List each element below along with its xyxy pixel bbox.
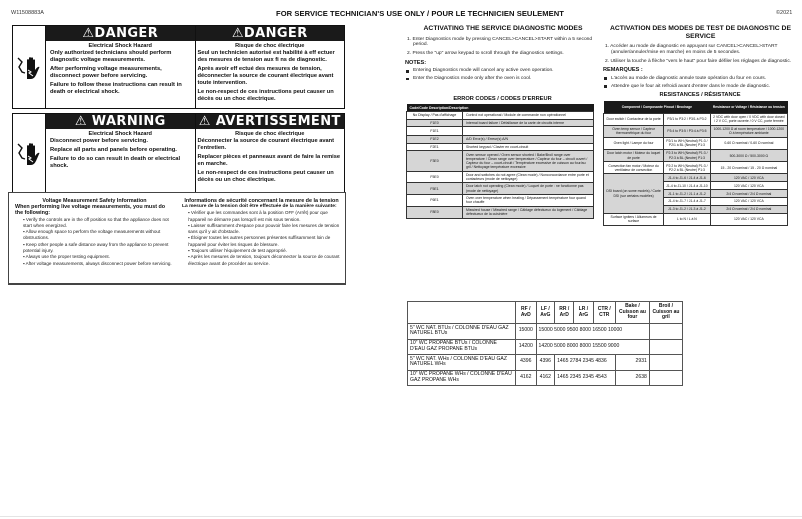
- diagnostics-notes-heading-fr: REMARQUES :: [603, 67, 643, 74]
- warning-box: [12, 113, 345, 193]
- res-pinout: J1-4 to J1-10 / J1-4 à J1-10: [664, 182, 711, 190]
- page-header-title: FOR SERVICE TECHNICIAN'S USE ONLY / POUR LE TECHNICIEN SEULEMENT: [276, 9, 564, 18]
- btu-header-lr: LR / ArG: [574, 302, 593, 324]
- voltage-safety-item-fr: ▪ Vérifier que les commandes sont à la position OFF (Arrêt) pour que l'appareil ne démarre pas lorsqu'il est mis sous tension.: [188, 210, 328, 222]
- btu-table: [407, 301, 683, 386]
- btu-row-label: 5" WC NAT. BTUs / COLONNE D'EAU GAZ NATUREL BTUs: [408, 324, 516, 340]
- res-component: Oven light / Lampe du four: [604, 137, 664, 149]
- table-row: [408, 324, 683, 340]
- danger-line-fr: Le non-respect de ces instructions peut causer un décès ou un choc électrique.: [197, 88, 334, 102]
- table-row: [407, 195, 594, 207]
- btu-row-label: 10" WC PROPANE BTUs / COLONNE D'EAU GAZ PROPANE BTUs: [408, 339, 516, 355]
- btu-cell: [649, 370, 682, 386]
- table-row: [604, 150, 788, 162]
- res-value: 500-3000 Ω / 500-3000 Ω: [710, 150, 787, 162]
- diagnostics-step-en: 1. Enter Diagnostics mode by pressing CANCEL>CANCEL>START within a 5 second period.: [407, 36, 593, 48]
- page-bottom-rule: [0, 516, 802, 517]
- diagnostics-title-fr: ACTIVATION DES MODES DE TEST DE DIAGNOSTIC DE SERVICE: [609, 25, 791, 40]
- res-value: 120 VAC / 120 VCA: [710, 213, 787, 225]
- error-desc: Oven sensor opened / Oven sensor shorted / Bake/Broil range over temperature / Clean range over temperature / Capteur du four – circuit ouvert / Capteur du four – court-circuit / Température excessive de cuisson au four/au gril / Nettoyage température excessive: [463, 151, 594, 171]
- error-desc: Door latch not operating (Clean mode) / Loquet de porte : ne fonctionne pas (mode de nettoyage): [463, 183, 594, 195]
- error-code: F1E0: [407, 119, 463, 127]
- btu-header-rr: RR / ArD: [555, 302, 574, 324]
- res-pinout: P3/1 to P3:2 / P3/1 à P3:2: [664, 113, 711, 125]
- table-row: [604, 125, 788, 137]
- table-row: [407, 136, 594, 144]
- btu-cell: [649, 339, 682, 355]
- res-pinout: J1-4 to J1-7 / J1-4 à J1-7: [664, 198, 711, 206]
- table-row: [407, 183, 594, 195]
- danger-line-en: Only authorized technicians should perform diagnostic voltage measurements.: [50, 50, 172, 64]
- diagnostics-en: [405, 25, 601, 84]
- btu-row-label: 10" WC PROPANE WHs / COLONNE D'EAU GAZ PROPANE WHs: [408, 370, 516, 386]
- btu-header-ctr: CTR / CTR: [593, 302, 615, 324]
- btu-cell: 4162: [536, 370, 555, 386]
- error-code: F3E0: [407, 151, 463, 171]
- res-pinout: J1-1 to J1-2 / J1-1 à J1-2: [664, 190, 711, 198]
- btu-cell: 1465 2345 2345 4543: [555, 370, 616, 386]
- btu-cell: [649, 355, 682, 371]
- voltage-safety-title-fr: Informations de sécurité concernant la mesure de la tension: [184, 198, 339, 204]
- btu-header-lf: LF / AvG: [536, 302, 555, 324]
- danger-line-en: Failure to follow these instructions can result in death or electrical shock.: [50, 81, 182, 95]
- doc-id: W11508883A: [11, 10, 44, 16]
- error-code: F6E1: [407, 195, 463, 207]
- resistances-title: RESISTANCES / RÉSISTANCE: [659, 92, 741, 98]
- voltage-safety-item-fr: ▪ Éloigner toutes les autres personnes présentes suffisamment loin de l'appareil pour éviter les risques de blessure.: [188, 235, 331, 247]
- btu-cell: 4396: [516, 355, 537, 371]
- resistances-header-value: Resistance or Voltage / Résistance ou tension: [710, 101, 787, 113]
- diagnostics-step-en: 2. Press the "up" arrow keypad to scroll through the diagnostics settings.: [407, 51, 564, 57]
- warning-line-fr: Replacer pièces et panneaux avant de faire la remise en marche.: [197, 154, 341, 168]
- res-pinout: J1-4 to J1-6 / J1-4 à J1-6: [664, 174, 711, 182]
- btu-cell: 2638: [616, 370, 650, 386]
- error-codes-title: ERROR CODES / CODES D'ERREUR: [453, 96, 552, 102]
- error-code: No Display / Pas d'affichage: [407, 112, 463, 120]
- voltage-safety-item-fr: ▪ Toujours utiliser l'équipement de test approprié.: [188, 248, 287, 254]
- danger-en-column: [46, 26, 195, 108]
- btu-cell: 14200: [516, 339, 537, 355]
- error-desc: Control not operational / Module de commande non opérationnel: [463, 112, 594, 120]
- danger-line-fr: Seul un technicien autorisé est habilité à eff ectuer des mesures de tension aux fi ns de diagnostic.: [197, 50, 335, 64]
- warning-line-fr: Déconnecter la source de courant électrique avant l'entretien.: [197, 138, 335, 152]
- btu-cell: 4396: [536, 355, 555, 371]
- error-codes-header: Code/Code Description/Description: [407, 104, 594, 112]
- diagnostics-notes-heading-en: NOTES:: [405, 59, 427, 66]
- voltage-safety-item-en: ▪ Always use the proper testing equipment.: [23, 254, 110, 260]
- table-row: [604, 213, 788, 225]
- table-row: [604, 137, 788, 149]
- table-row: [604, 174, 788, 182]
- res-value: 120 VAC / 120 VCA: [710, 174, 787, 182]
- warning-line-en: Failure to do so can result in death or electrical shock.: [50, 155, 181, 169]
- error-desc: Shorted keypad / Clavier en court-circuit: [463, 143, 594, 151]
- res-component: DSI board (on some models) / Carte DSI (sur certains modèles): [604, 174, 664, 213]
- table-row: [407, 143, 594, 151]
- voltage-safety-item-fr: ▪ Laisser suffisamment d'espace pour pouvoir faire les mesures de tension sans qu'il y ait d'obstacle.: [188, 222, 340, 235]
- res-pinout: P2/1 to WH (Neutral) P1:3 / P2/1 à BL (Neutre) P1:3: [664, 137, 711, 149]
- btu-cell: 2931: [616, 355, 650, 371]
- btu-cell: 4162: [516, 370, 537, 386]
- voltage-safety-item-en: ▪ Allow enough space to perform the voltage measurements without obstructions.: [23, 229, 161, 241]
- diagnostics-note-en: Entering Diagnostics mode will cancel any active oven operation.: [405, 68, 601, 74]
- res-value: 2/4 Ω nominal / 2/4 Ω nominal: [710, 206, 787, 214]
- diagnostics-fr: [603, 25, 798, 91]
- btu-cell: [649, 324, 682, 340]
- danger-subtitle-fr: Risque de choc électrique: [235, 42, 305, 49]
- diagnostics-note-en: Enter the Diagnostics mode only after the oven is cool.: [405, 76, 601, 82]
- error-code: F1E2: [407, 136, 463, 144]
- warning-line-fr: Le non-respect de ces instructions peut causer un décès ou un choc électrique.: [197, 169, 334, 183]
- warning-line-en: Disconnect power before servicing.: [50, 138, 148, 145]
- voltage-safety-box: [8, 192, 346, 285]
- resistances-table: [603, 101, 788, 226]
- table-row: [408, 339, 683, 355]
- warning-fr-column: [195, 114, 345, 192]
- res-value: 1000-1200 Ω at room temperature / 1000-1200 Ω à température ambiante: [710, 125, 787, 137]
- error-code: F2E1: [407, 143, 463, 151]
- error-codes-table: [406, 104, 594, 219]
- res-value: 0-60 Ω nominal / 0-60 Ω nominal: [710, 137, 787, 149]
- voltage-safety-title-en: Voltage Measurement Safety Information: [42, 198, 147, 204]
- electric-shock-hand-icon: [13, 114, 46, 192]
- res-component: Door latch motor / Moteur du loquet de porte: [604, 150, 664, 162]
- warning-banner-en: ⚠ WARNING: [46, 114, 195, 129]
- res-component: Surface igniters / Allumeurs de surface: [604, 213, 664, 225]
- error-desc: Internal board failure / Défaillance de la carte de circuits interne: [463, 119, 594, 127]
- error-desc: A/D Error(s) / Erreur(s) A/N: [463, 136, 594, 144]
- diagnostics-title-en: ACTIVATING THE SERVICE DIAGNOSTIC MODES: [423, 25, 583, 32]
- btu-cell: 15000: [516, 324, 537, 340]
- danger-line-en: After performing voltage measurements, disconnect power before servicing.: [50, 66, 162, 80]
- warning-line-en: Replace all parts and panels before operating.: [50, 147, 177, 154]
- btu-header: [408, 302, 516, 324]
- danger-line-fr: Après avoir eff ectué des mesures de tension, déconnecter la source de courant électrique avant toute intervention.: [197, 66, 334, 87]
- res-component: Door switch / Contacteur de la porte: [604, 113, 664, 125]
- table-row: [407, 171, 594, 183]
- error-desc: Miswired house / Miswired range / Câblage défectueux du logement / Câblage défectueux de la cuisinière: [463, 206, 594, 218]
- res-component: Convection fan motor / Moteur du ventilateur de convection: [604, 162, 664, 174]
- electric-shock-hand-icon: [13, 26, 46, 108]
- resistances-header-component: Component / Composante Pinout / Brochage: [604, 101, 711, 113]
- res-value: 120 VAC / 120 VCA: [710, 198, 787, 206]
- error-code: F5E1: [407, 183, 463, 195]
- danger-banner-fr: ⚠DANGER: [196, 26, 345, 41]
- table-row: [407, 127, 594, 136]
- table-row: [604, 162, 788, 174]
- voltage-safety-item-en: ▪ Verify the controls are in the off position so that the appliance does not start when energized.: [23, 216, 169, 228]
- res-pinout: P2:3 to WH (Neutral) P1:3 / P2:3 à BL (Neutre) P1:3: [664, 150, 711, 162]
- res-value: 2 VDC with door open / 0 VDC with door closed / 2 V CC, porte ouverte / 0 V CC, porte fermée: [710, 113, 787, 125]
- warning-en-column: [46, 114, 195, 192]
- diagnostics-note-fr: L'accès au mode de diagnostic annule toute opération du four en cours.: [603, 76, 798, 82]
- res-pinout: P3:4 to P3:5 / P3:4 à P3:5: [664, 125, 711, 137]
- res-pinout: P2:2 to WH (Neutral) P1:3 / P2:2 à BL (Neutre) P1:3: [664, 162, 711, 174]
- copyright: ©2021: [776, 10, 793, 16]
- btu-header-broil: Broil / Cuisson au gril: [649, 302, 682, 324]
- table-row: [407, 151, 594, 171]
- voltage-safety-subtitle-en: When performing live voltage measurements, you must do the following:: [15, 204, 166, 217]
- error-desc: Oven over temperature when heating / Dépassement température four quand four chauffe: [463, 195, 594, 207]
- error-desc: [463, 127, 594, 136]
- danger-subtitle-en: Electrical Shock Hazard: [88, 42, 152, 49]
- table-row: [407, 112, 594, 120]
- voltage-safety-item-fr: ▪ Après les mesures de tension, toujours déconnecter la source de courant électrique avant de procéder au service.: [188, 254, 340, 266]
- btu-row-label: 5" WC NAT. WHs / COLONNE D'EAU GAZ NATUREL WHs: [408, 355, 516, 371]
- res-value: 15 - 20 Ω nominal / 15 - 20 Ω nominal: [710, 162, 787, 174]
- table-row: [408, 370, 683, 386]
- danger-box: [12, 25, 345, 109]
- table-row: [407, 206, 594, 218]
- diagnostics-step-fr: 1. Accéder au mode de diagnostic en appuyant sur CANCEL>CANCEL>START (annuler/annuler/mise en marche) en moins de 5 secondes.: [605, 44, 778, 55]
- res-value: 120 VAC / 120 VCA: [710, 182, 787, 190]
- voltage-safety-subtitle-fr: La mesure de la tension doit être effectuée de la manière suivante:: [182, 204, 337, 209]
- res-pinout: J1-3 to J1-2 / J1-3 à J1-2: [664, 206, 711, 214]
- btu-header-bake: Bake / Cuisson au four: [616, 302, 650, 324]
- error-desc: Door and switches do not agree (Clean mode) / Nonconcordance entre porte et contacteurs (mode de nettoyage): [463, 171, 594, 183]
- res-component: Oven temp sensor / Capteur thermométrique du four: [604, 125, 664, 137]
- warning-subtitle-fr: Risque de choc électrique: [235, 130, 305, 137]
- btu-cell: 1465 2784 2345 4836: [555, 355, 616, 371]
- warning-banner-fr: ⚠ AVERTISSEMENT: [196, 114, 345, 129]
- voltage-safety-en: [15, 198, 174, 283]
- voltage-safety-fr: [174, 198, 341, 283]
- warning-subtitle-en: Electrical Shock Hazard: [88, 130, 152, 137]
- diagnostics-note-fr: Attendre que le four ait refroidi avant d'entrer dans le mode de diagnostic.: [603, 84, 798, 90]
- error-code: F5E0: [407, 171, 463, 183]
- res-value: 2/4 Ω nominal / 2/4 Ω nominal: [710, 190, 787, 198]
- btu-header-rf: RF / AvD: [516, 302, 537, 324]
- btu-cell: 15000 5000 9500 8000 16500 10000: [536, 324, 649, 340]
- voltage-safety-item-en: ▪ Keep other people a safe distance away from the appliance to prevent potential injury.: [23, 241, 169, 254]
- res-pinout: L to N / L à N: [664, 213, 711, 225]
- error-code: F8E0: [407, 206, 463, 218]
- diagnostics-step-fr: 2. Utiliser la touche à flèche "vers le haut" pour faire défiler les réglages de diagnostic.: [605, 58, 792, 64]
- table-row: [604, 113, 788, 125]
- danger-banner-en: ⚠DANGER: [46, 26, 195, 41]
- error-code: F1E1: [407, 127, 463, 136]
- table-row: [408, 355, 683, 371]
- table-row: [407, 119, 594, 127]
- danger-fr-column: [195, 26, 345, 108]
- btu-cell: 14200 5000 8000 8000 15500 9000: [536, 339, 649, 355]
- voltage-safety-item-en: ▪ After voltage measurements, always disconnect power before servicing.: [23, 260, 172, 266]
